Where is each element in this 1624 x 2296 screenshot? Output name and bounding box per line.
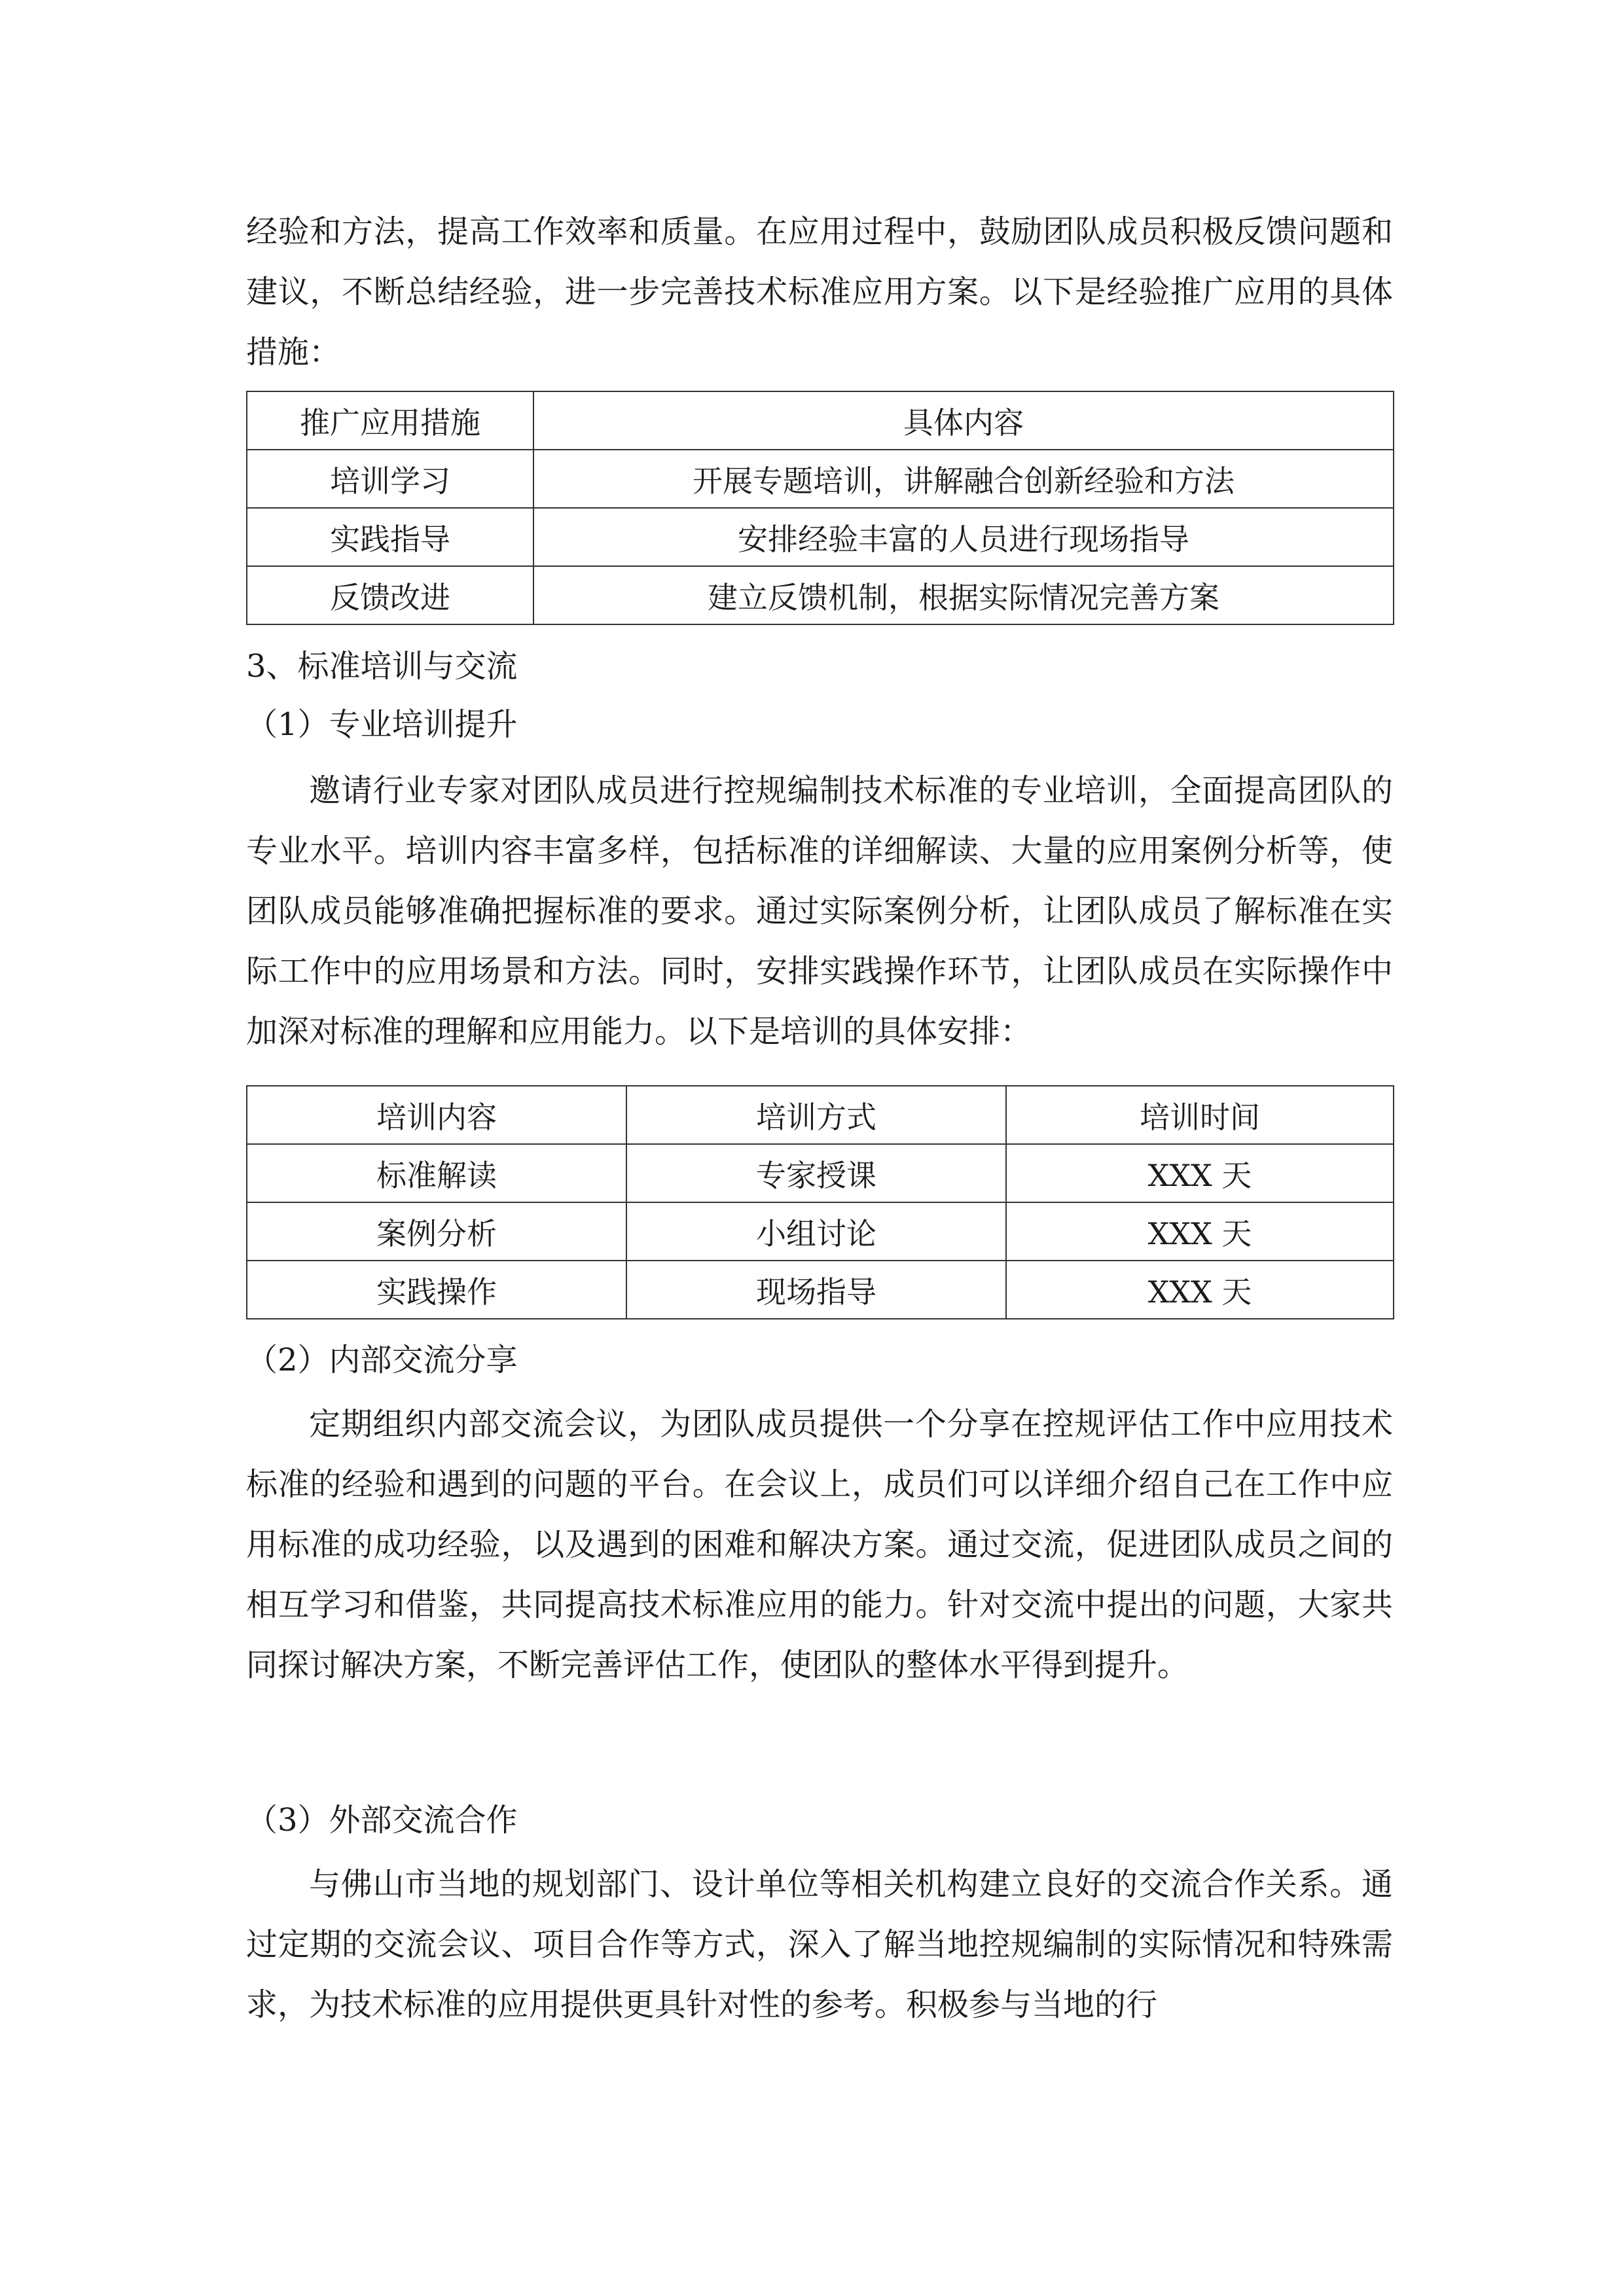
table-cell: XXX 天 — [1006, 1144, 1394, 1202]
table-row — [247, 1144, 1394, 1202]
paragraph-external-cooperation: 与佛山市当地的规划部门、设计单位等相关机构建立良好的交流合作关系。通过定期的交流会议、项目合作等方式，深入了解当地控规编制的实际情况和特殊需求，为技术标准的应用提供更具针对性的参考。积极参与当地的行 — [246, 1866, 1393, 2023]
paragraph-experience-promotion: 经验和方法，提高工作效率和质量。在应用过程中，鼓励团队成员积极反馈问题和建议，不断总结经验，进一步完善技术标准应用方案。以下是经验推广应用的具体措施： — [246, 213, 1393, 370]
table-cell: XXX 天 — [1006, 1261, 1394, 1319]
table-cell: 安排经验丰富的人员进行现场指导 — [533, 508, 1394, 566]
table-cell: 开展专题培训，讲解融合创新经验和方法 — [533, 450, 1394, 508]
table-cell: 案例分析 — [247, 1202, 626, 1261]
paragraph-internal-exchange: 定期组织内部交流会议，为团队成员提供一个分享在控规评估工作中应用技术标准的经验和遇到的问题的平台。在会议上，成员们可以详细介绍自己在工作中应用标准的成功经验，以及遇到的困难和解决方案。通过交流，促进团队成员之间的相互学习和借鉴，共同提高技术标准应用的能力。针对交流中提出的问题，大家共同探讨解决方案，不断完善评估工作，使团队的整体水平得到提升。 — [246, 1406, 1393, 1683]
table-cell: 标准解读 — [247, 1144, 626, 1202]
table-header-cell: 培训方式 — [626, 1086, 1006, 1144]
promotion-measures-table — [246, 391, 1394, 625]
table-cell: 实践操作 — [247, 1261, 626, 1319]
subsection-heading: （3）外部交流合作 — [246, 1802, 518, 1839]
table-header-cell: 推广应用措施 — [247, 391, 533, 450]
table-header-cell: 培训内容 — [247, 1086, 626, 1144]
table-cell: 小组讨论 — [626, 1202, 1006, 1261]
subsection-heading: （2）内部交流分享 — [246, 1342, 518, 1378]
table-row — [247, 450, 1394, 508]
table-row — [247, 508, 1394, 566]
training-schedule-table — [246, 1085, 1394, 1319]
table-header-cell: 具体内容 — [533, 391, 1394, 450]
table-header-row — [247, 1086, 1394, 1144]
table-cell: 建立反馈机制，根据实际情况完善方案 — [533, 566, 1394, 624]
table-cell: 培训学习 — [247, 450, 533, 508]
table-cell: 专家授课 — [626, 1144, 1006, 1202]
subsection-heading: （1）专业培训提升 — [246, 706, 518, 743]
table-row — [247, 1202, 1394, 1261]
table-header-cell: 培训时间 — [1006, 1086, 1394, 1144]
table-row — [247, 1261, 1394, 1319]
table-cell: 实践指导 — [247, 508, 533, 566]
table-cell: 反馈改进 — [247, 566, 533, 624]
paragraph-professional-training: 邀请行业专家对团队成员进行控规编制技术标准的专业培训，全面提高团队的专业水平。培训内容丰富多样，包括标准的详细解读、大量的应用案例分析等，使团队成员能够准确把握标准的要求。通过实际案例分析，让团队成员了解标准在实际工作中的应用场景和方法。同时，安排实践操作环节，让团队成员在实际操作中加深对标准的理解和应用能力。以下是培训的具体安排： — [246, 772, 1393, 1050]
table-header-row — [247, 391, 1394, 450]
table-cell: 现场指导 — [626, 1261, 1006, 1319]
table-row — [247, 566, 1394, 624]
section-heading: 3、标准培训与交流 — [246, 648, 518, 685]
table-cell: XXX 天 — [1006, 1202, 1394, 1261]
document-page — [246, 0, 1393, 2296]
